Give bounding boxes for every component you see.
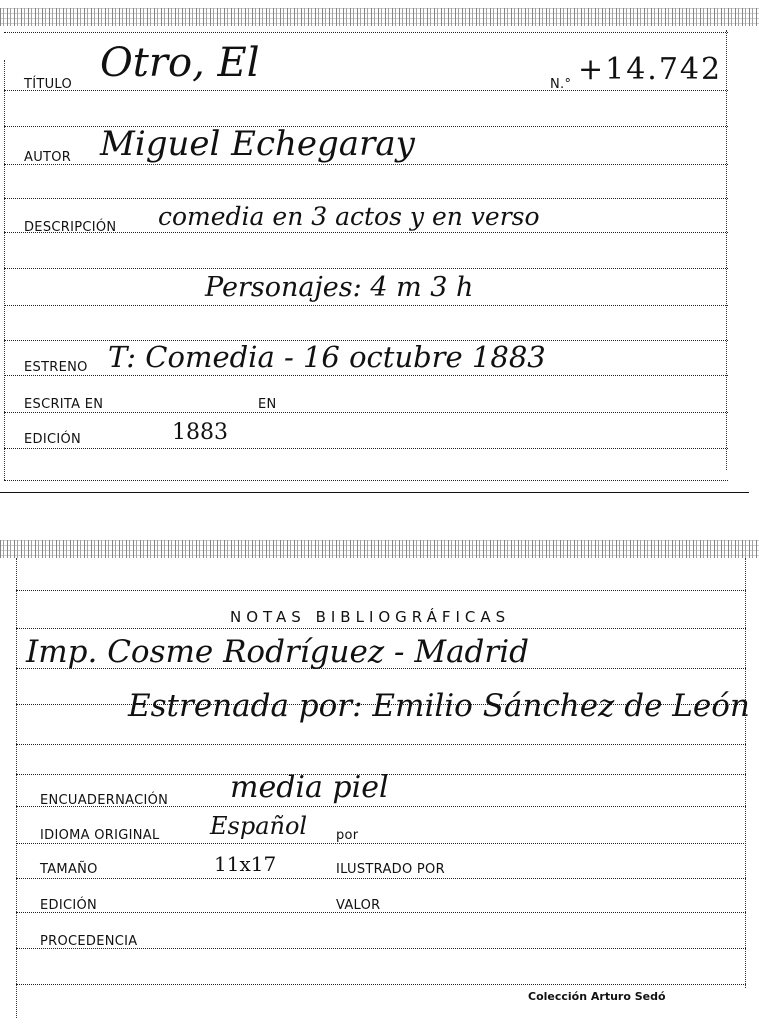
valor-label: VALOR: [336, 898, 381, 913]
idioma-label: IDIOMA ORIGINAL: [40, 828, 160, 843]
idioma-value: Español: [210, 812, 308, 840]
rule-line: [4, 375, 728, 376]
note-line-1: Imp. Cosme Rodríguez - Madrid: [26, 634, 529, 670]
titulo-value: Otro, El: [100, 40, 260, 86]
catalog-card-top: [0, 0, 759, 495]
scan-noise-strip: [0, 540, 759, 558]
section-heading: NOTAS BIBLIOGRÁFICAS: [230, 608, 511, 626]
rule-line: [4, 198, 728, 199]
edicion-label: EDICIÓN: [40, 898, 98, 913]
card-right-edge: [745, 558, 746, 988]
rule-line: [4, 164, 728, 165]
rule-line: [4, 412, 728, 413]
note-line-2: Estrenada por: Emilio Sánchez de León: [128, 688, 750, 724]
titulo-label: TÍTULO: [24, 77, 73, 92]
rule-line: [16, 843, 746, 844]
en-label: EN: [258, 397, 277, 412]
card-left-edge: [4, 60, 5, 480]
rule-line: [4, 268, 728, 269]
autor-value: Miguel Echegaray: [100, 124, 415, 164]
catalog-card-bottom: [0, 538, 759, 1028]
procedencia-label: PROCEDENCIA: [40, 934, 138, 949]
rule-line: [16, 878, 746, 879]
ilustrado-label: ILUSTRADO POR: [336, 862, 445, 877]
escrita-en-label: ESCRITA EN: [24, 397, 104, 412]
numero-value: +14.742: [578, 52, 723, 87]
rule-line: [4, 480, 728, 481]
estreno-value: T: Comedia - 16 octubre 1883: [108, 340, 546, 374]
tamano-label: TAMAÑO: [40, 862, 98, 877]
rule-line: [4, 90, 728, 91]
descripcion-label: DESCRIPCIÓN: [24, 220, 117, 235]
rule-line: [16, 590, 746, 591]
rule-line: [16, 912, 746, 913]
encuadernacion-value: media piel: [230, 770, 389, 805]
card-left-edge: [16, 558, 17, 1018]
autor-label: AUTOR: [24, 150, 72, 165]
por-label: por: [336, 828, 359, 843]
rule-line: [4, 32, 728, 33]
estreno-label: ESTRENO: [24, 360, 88, 375]
tamano-value: 11x17: [214, 852, 277, 876]
rule-line: [4, 305, 728, 306]
descripcion-value: comedia en 3 actos y en verso: [158, 202, 540, 231]
rule-line: [4, 448, 728, 449]
scan-noise-strip: [0, 8, 759, 26]
rule-line: [16, 744, 746, 745]
edicion-label: EDICIÓN: [24, 432, 82, 447]
rule-line: [16, 984, 746, 985]
rule-line: [16, 628, 746, 629]
card-bottom-edge: [0, 492, 749, 493]
personajes-value: Personajes: 4 m 3 h: [205, 272, 474, 303]
numero-label: N.°: [550, 77, 572, 92]
card-right-edge: [726, 30, 727, 470]
coleccion-credit: Colección Arturo Sedó: [528, 990, 666, 1003]
edicion-value: 1883: [172, 420, 228, 445]
encuadernacion-label: ENCUADERNACIÓN: [40, 793, 169, 808]
